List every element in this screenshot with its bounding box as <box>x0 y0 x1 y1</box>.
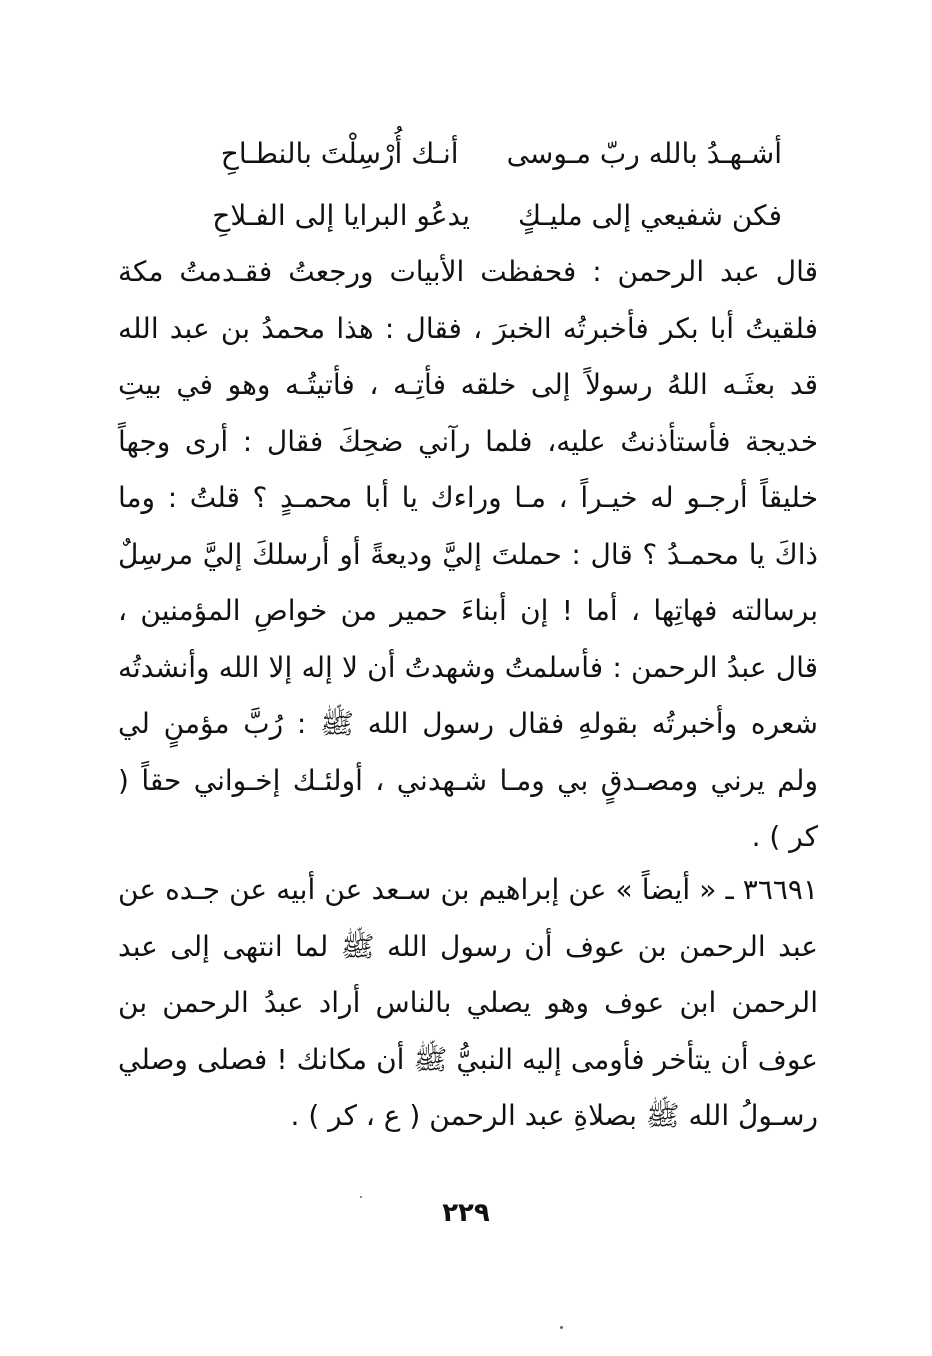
narration-paragraph <box>118 244 818 866</box>
poem-verse-2 <box>212 188 782 244</box>
hadith-36691-paragraph <box>118 862 818 1145</box>
paragraph-1-text: قال عبد الرحمن : فحفظت الأبيات ورجعتُ فقـدمتُ مكة فلقيتُ أبا بكر فأخبرتُه الخبرَ ، فقال : هذا محمدُ بن عبد الله قد بعثَـه اللهُ رسولاً إلى خلقه فأتِـه ، فأتيتُـه وهو في بيتِ خديجة فأستأذنتُ عليه، فلما رآني ضحِكَ فقال : أرى وجهاً خليقاً أرجـو له خيـراً ، مـا وراءك يا أبا محمـدٍ ؟ قلتُ : وما ذاكَ يا محمـدُ ؟ قال : حملتَ إليَّ وديعةً أو أرسلكَ إليَّ مرسِلٌ برسالته فهاتِها ، أما ! إن أبناءَ حمير من خواصِ المؤمنين ، قال عبدُ الرحمن : فأسلمتُ وشهدتُ أن لا إله إلا الله وأنشدتُه شعره وأخبرتُه بقولهِ فقال رسول الله ﷺ : رُبَّ مؤمنٍ لي ولم يرني ومصـدقٍ بي ومـا شـهدني ، أولئـك إخـواني حقاً ( كر ) . <box>118 255 818 853</box>
verse-2-second-hemistich: يدعُو البرايا إلى الفـلاحِ <box>212 199 471 232</box>
scan-speck <box>360 1196 362 1198</box>
scan-speck <box>560 1326 563 1329</box>
verse-2-first-hemistich: فكن شفيعي إلى مليـكٍ <box>518 199 782 232</box>
verse-1-second-hemistich: أنـك أُرْسِلْتَ بالنطـاحِ <box>220 137 459 170</box>
page-number: ٢٢٩ <box>442 1198 490 1228</box>
paragraph-2-text: ٣٦٦٩١ ـ « أيضاً » عن إبراهيم بن سـعد عن أبيه عن جـده عن عبد الرحمن بن عوف أن رسول الله ﷺ لما انتهى إلى عبد الرحمن ابن عوف وهو يصلي بالناس أراد عبدُ الرحمن بن عوف أن يتأخر فأومى إليه النبيُّ ﷺ أن مكانك ! فصلى وصلي رسـولُ الله ﷺ بصلاةِ عبد الرحمن ( ع ، كر ) . <box>118 873 818 1132</box>
poem-verse-1 <box>221 126 782 182</box>
verse-1-first-hemistich: أشـهـدُ بالله ربّ مـوسى <box>506 137 782 170</box>
